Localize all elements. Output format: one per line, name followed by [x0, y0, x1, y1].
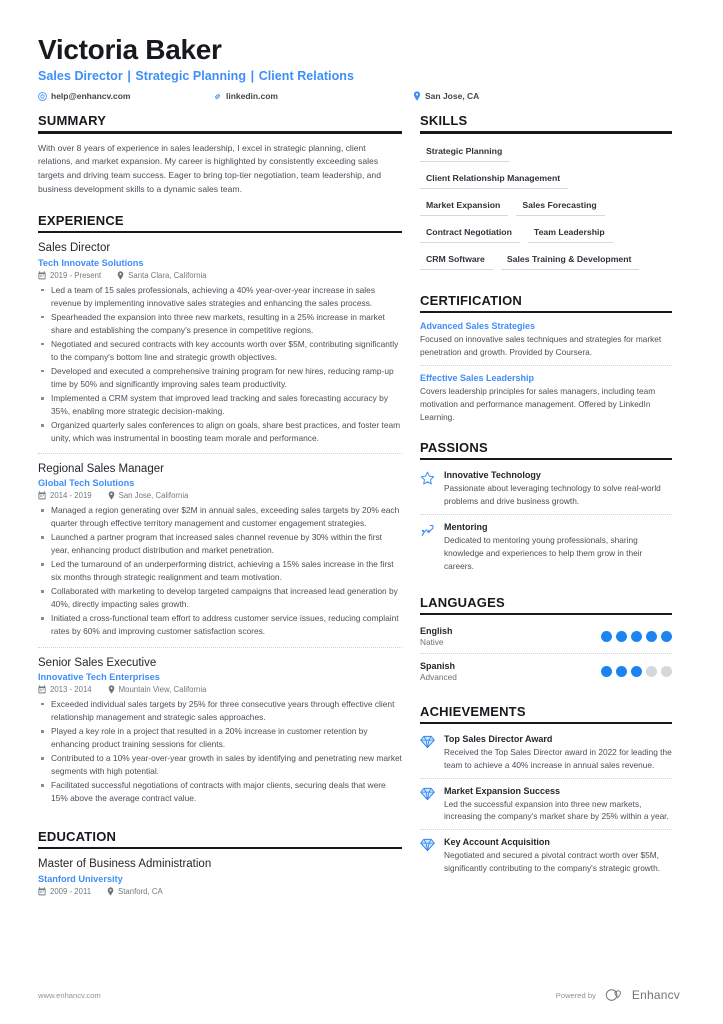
skill-tag: Strategic Planning — [420, 142, 510, 162]
experience-bullet: Negotiated and secured contracts with key accounts worth over $5M, contributing significantly to the company's bottom line and strategic growth objectives. — [38, 338, 402, 364]
certification-name: Advanced Sales Strategies — [420, 320, 536, 331]
section-title-passions: PASSIONS — [420, 440, 488, 456]
experience-company: Tech Innovate Solutions — [38, 257, 144, 268]
headline-part-3: Client Relations — [258, 69, 354, 84]
education-degree: Master of Business Administration — [38, 858, 212, 871]
rating-dot — [631, 666, 642, 677]
achievement-description: Negotiated and secured a pivotal contract worth over $5M, significantly contributing to the company's strategic growth. — [444, 850, 661, 874]
contact-location — [413, 91, 479, 101]
email-icon — [38, 92, 47, 101]
language-level: Advanced — [420, 671, 457, 682]
experience-bullet: Spearheaded the expansion into three new markets, resulting in a 25% increase in market share and establishing the company's presence in competitive regions. — [38, 311, 402, 337]
certification-item — [420, 321, 672, 359]
link-icon — [213, 92, 222, 101]
rating-dot — [661, 631, 672, 642]
experience-bullet: Led the turnaround of an underperforming district, achieving a 15% sales increase in the first six months through strategic realignment and team motivation. — [38, 558, 402, 584]
experience-bullet: Initiated a cross-functional team effort to address customer service issues, reducing complaint rates by 60% and improving customer satisfaction scores. — [38, 612, 402, 638]
rating-dot — [661, 666, 672, 677]
rating-dot — [631, 631, 642, 642]
passion-name: Innovative Technology — [444, 470, 541, 481]
skill-tag: Sales Training & Development — [501, 250, 640, 270]
passions-list — [420, 468, 672, 578]
section-experience — [38, 213, 402, 813]
achievement-item — [420, 778, 672, 830]
headline-part-2: Strategic Planning — [135, 69, 247, 84]
location-pin-icon — [413, 91, 421, 101]
experience-location-text: Santa Clara, California — [128, 270, 207, 280]
diamond-icon — [420, 786, 444, 824]
experience-dates — [38, 491, 92, 500]
education-location — [107, 887, 163, 896]
candidate-headline — [38, 69, 680, 83]
experience-entry — [38, 241, 402, 453]
section-rule — [420, 613, 672, 615]
section-title-certification: CERTIFICATION — [420, 292, 523, 308]
certification-description: Focused on innovative sales techniques and strategies for market penetration and growth. Provided by Coursera. — [420, 333, 662, 357]
rating-dot — [646, 631, 657, 642]
achievement-item — [420, 829, 672, 881]
experience-dates — [38, 685, 92, 694]
calendar-icon — [38, 271, 46, 280]
diamond-icon — [420, 837, 444, 875]
passion-item — [420, 514, 672, 579]
experience-bullet: Exceeded individual sales targets by 25% for three consecutive years through effective client relationship management and strategic sales approaches. — [38, 698, 402, 724]
passion-description: Passionate about leveraging technology to solve real-world problems and drive business growth. — [444, 483, 661, 507]
section-languages — [420, 595, 672, 688]
experience-bullet: Managed a region generating over $2M in annual sales, exceeding sales targets by 20% each quarter through effective territory management and customer engagement strategies. — [38, 504, 402, 530]
calendar-icon — [38, 685, 46, 694]
skill-tag: Contract Negotiation — [420, 223, 520, 243]
achievement-name: Top Sales Director Award — [444, 733, 553, 744]
rocket-trend-icon — [420, 522, 444, 573]
section-achievements — [420, 704, 672, 881]
experience-bullet: Led a team of 15 sales professionals, achieving a 40% year-over-year increase in sales revenue by implementing innovative sales strategies and enhancing the sales process. — [38, 284, 402, 310]
experience-bullets — [38, 698, 402, 805]
candidate-name: Victoria Baker — [38, 34, 222, 65]
experience-location-text: San Jose, California — [118, 491, 189, 501]
section-passions — [420, 440, 672, 578]
experience-role: Sales Director — [38, 242, 111, 255]
footer-website[interactable]: www.enhancv.com — [38, 990, 101, 1000]
experience-bullet: Organized quarterly sales conferences to align on goals, share best practices, and foster team unity, which was instrumental in boosting team morale and performance. — [38, 419, 402, 445]
experience-role: Senior Sales Executive — [38, 656, 157, 669]
rating-dot — [616, 666, 627, 677]
experience-location — [117, 271, 206, 280]
section-title-achievements: ACHIEVEMENTS — [420, 703, 526, 719]
experience-meta — [38, 271, 402, 280]
passion-item — [420, 468, 672, 514]
skills-list — [420, 142, 672, 277]
languages-list — [420, 623, 672, 688]
location-pin-icon — [117, 271, 124, 280]
resume-header — [38, 34, 680, 101]
section-title-languages: LANGUAGES — [420, 594, 505, 610]
star-icon — [420, 470, 444, 508]
achievements-list — [420, 732, 672, 881]
section-rule — [38, 231, 402, 233]
section-title-summary: SUMMARY — [38, 113, 107, 129]
contact-row — [38, 91, 680, 101]
language-item — [420, 653, 672, 688]
resume-footer — [38, 988, 680, 1002]
contact-website[interactable] — [213, 91, 413, 101]
contact-email-text: help@enhancv.com — [51, 91, 131, 102]
resume-body — [38, 113, 680, 902]
experience-entry — [38, 647, 402, 814]
experience-bullets — [38, 284, 402, 445]
section-rule — [38, 131, 402, 133]
skill-tag: Sales Forecasting — [516, 196, 604, 216]
education-dates-text: 2009 - 2011 — [50, 886, 92, 896]
achievement-name: Market Expansion Success — [444, 785, 561, 796]
summary-text: With over 8 years of experience in sales leadership, I excel in strategic planning, client relations, and market expansion. My career is highlighted by consistently exceeding sales targets and driving team success. Eager to bring top-tier negotiation, team leadership, and business development skills to a dynamic sales team. — [38, 142, 381, 195]
headline-separator-1: | — [127, 69, 131, 84]
achievement-name: Key Account Acquisition — [444, 837, 550, 848]
calendar-icon — [38, 491, 46, 500]
section-skills — [420, 113, 672, 276]
enhancv-brand-name: Enhancv — [631, 988, 680, 1002]
experience-dates-text: 2019 - Present — [50, 270, 102, 280]
section-education — [38, 829, 402, 903]
skill-tag: Client Relationship Management — [420, 169, 568, 189]
experience-dates-text: 2014 - 2019 — [50, 491, 92, 501]
language-name: English — [420, 625, 453, 636]
achievement-item — [420, 732, 672, 778]
experience-bullet: Collaborated with marketing to develop targeted campaigns that increased lead generation by 40%, directly impacting sales growth. — [38, 585, 402, 611]
right-column — [420, 113, 672, 902]
passion-name: Mentoring — [444, 521, 488, 532]
rating-dot — [601, 631, 612, 642]
section-title-skills: SKILLS — [420, 113, 468, 129]
education-location-text: Stanford, CA — [118, 886, 163, 896]
experience-bullet: Implemented a CRM system that improved lead tracking and sales forecasting accuracy by 35%, enabling more strategic decision-making. — [38, 392, 402, 418]
section-rule — [38, 847, 402, 849]
experience-location-text: Mountain View, California — [118, 684, 207, 694]
experience-bullet: Launched a partner program that increased sales channel revenue by 30% within the first year, enhancing product distribution and market penetration. — [38, 531, 402, 557]
certification-name: Effective Sales Leadership — [420, 373, 535, 384]
experience-bullet: Developed and executed a comprehensive training program for new hires, reducing ramp-up time by 50% and significantly improving sales team productivity. — [38, 365, 402, 391]
section-title-education: EDUCATION — [38, 829, 117, 845]
education-entry — [38, 857, 402, 902]
certification-item — [420, 365, 672, 424]
experience-list — [38, 241, 402, 813]
education-list — [38, 857, 402, 902]
powered-by-label: Powered by — [555, 990, 596, 1000]
left-column — [38, 113, 420, 902]
experience-company: Innovative Tech Enterprises — [38, 671, 160, 682]
rating-dot — [601, 666, 612, 677]
passion-description: Dedicated to mentoring young professionals, sharing knowledge and experiences to help them grow in their careers. — [444, 534, 643, 571]
language-rating — [597, 631, 672, 642]
experience-dates — [38, 271, 101, 280]
experience-bullet: Played a key role in a project that resulted in a 20% increase in customer retention by enhancing product training sessions for clients. — [38, 725, 402, 751]
contact-website-text: linkedin.com — [226, 91, 278, 102]
rating-dot — [646, 666, 657, 677]
headline-separator-2: | — [250, 69, 255, 84]
section-rule — [420, 131, 672, 133]
skill-tag: Market Expansion — [420, 196, 508, 216]
experience-bullet: Facilitated successful negotiations of contracts with major clients, securing deals that were 15% above the average contract value. — [38, 779, 402, 805]
experience-location — [108, 491, 189, 500]
experience-company: Global Tech Solutions — [38, 478, 135, 489]
certification-list — [420, 321, 672, 424]
experience-meta — [38, 491, 402, 500]
enhancv-logo-icon — [605, 988, 627, 1002]
diamond-icon — [420, 734, 444, 772]
contact-email[interactable] — [38, 91, 213, 101]
language-name: Spanish — [420, 660, 456, 671]
experience-bullet: Contributed to a 10% year-over-year growth in sales by identifying and penetrating new market segments with high potential. — [38, 752, 402, 778]
language-level: Native — [420, 636, 444, 647]
rating-dot — [616, 631, 627, 642]
section-rule — [420, 722, 672, 724]
achievement-description: Received the Top Sales Director award in 2022 for leading the team to achieve a 40% increase in annual sales revenue. — [444, 746, 672, 770]
section-rule — [420, 458, 672, 460]
experience-role: Regional Sales Manager — [38, 462, 164, 475]
skill-tag: Team Leadership — [528, 223, 613, 243]
section-certification — [420, 293, 672, 424]
achievement-description: Led the successful expansion into three new markets, increasing the company's market share by 25% within a year. — [444, 798, 669, 822]
footer-brand — [556, 988, 680, 1002]
experience-dates-text: 2013 - 2014 — [50, 684, 92, 694]
experience-location — [108, 685, 207, 694]
education-school: Stanford University — [38, 873, 123, 884]
skill-tag: CRM Software — [420, 250, 493, 270]
calendar-icon — [38, 887, 46, 896]
contact-location-text: San Jose, CA — [425, 91, 480, 102]
location-pin-icon — [108, 685, 115, 694]
headline-part-1: Sales Director — [38, 69, 123, 84]
location-pin-icon — [108, 491, 115, 500]
location-pin-icon — [107, 887, 114, 896]
section-summary — [38, 113, 402, 197]
education-meta — [38, 887, 402, 896]
language-item — [420, 623, 672, 653]
experience-meta — [38, 685, 402, 694]
experience-bullets — [38, 504, 402, 638]
experience-entry — [38, 453, 402, 647]
section-rule — [420, 311, 672, 313]
education-dates — [38, 887, 91, 896]
certification-description: Covers leadership principles for sales managers, including team motivation and performance management. Offered by LinkedIn Learning. — [420, 386, 656, 423]
section-title-experience: EXPERIENCE — [38, 213, 124, 229]
language-rating — [597, 666, 672, 677]
